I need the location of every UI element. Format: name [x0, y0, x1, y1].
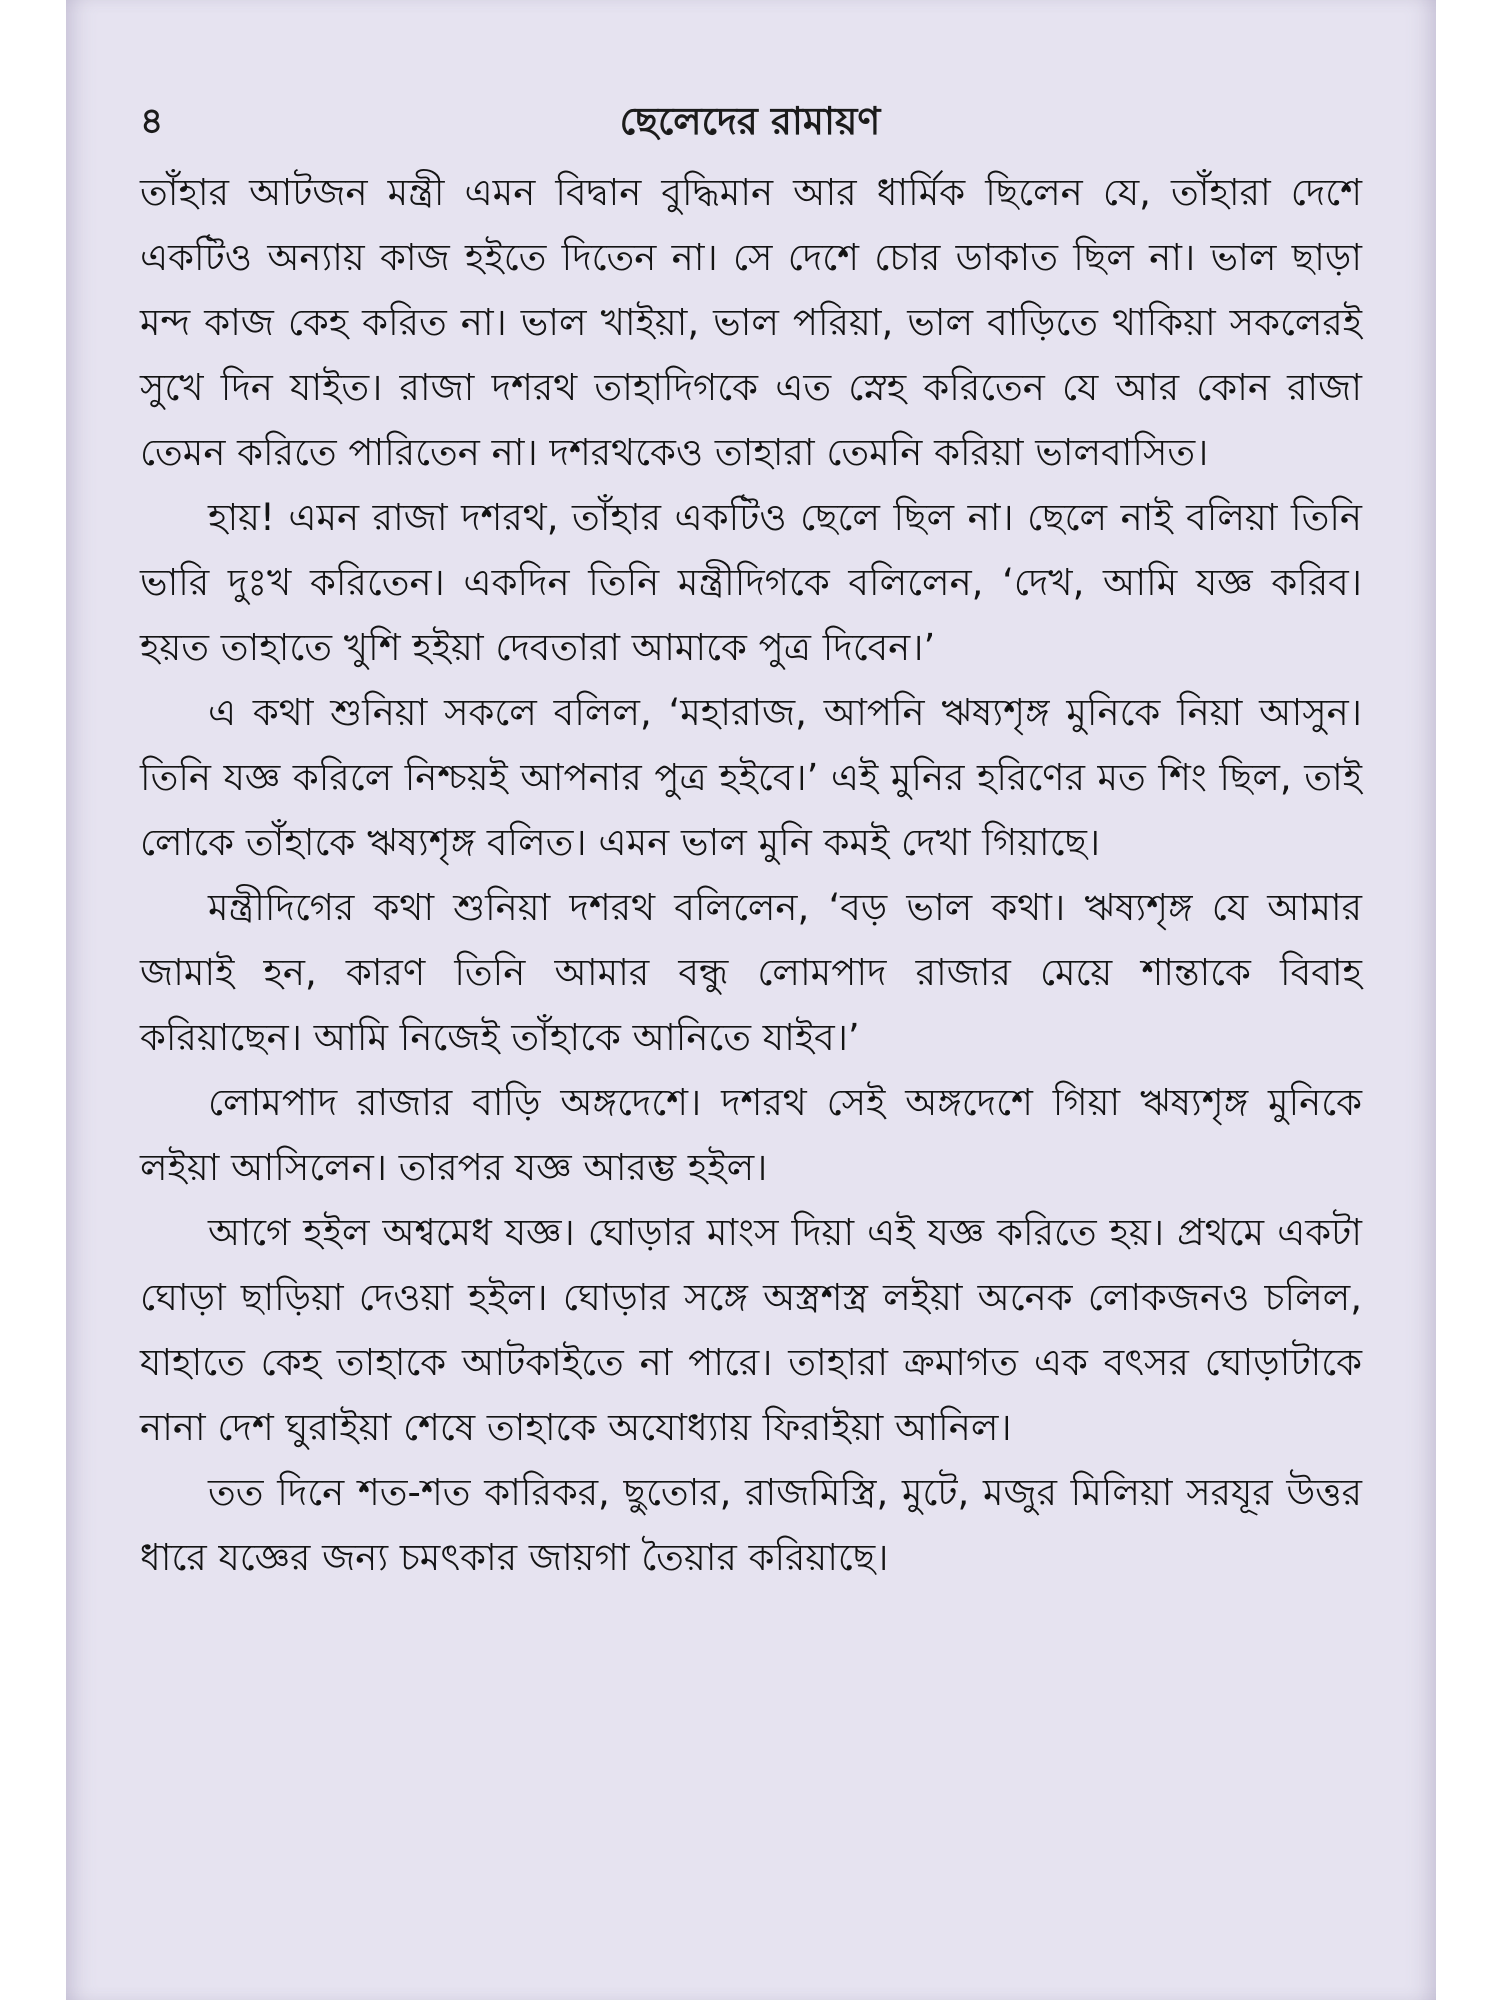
paragraph: লোমপাদ রাজার বাড়ি অঙ্গদেশে। দশরথ সেই অঙ্গদেশে গিয়া ঋষ্যশৃঙ্গ মুনিকে লইয়া আসিলেন। তারপর যজ্ঞ আরম্ভ হইল। — [140, 1081, 1362, 1189]
running-title: ছেলেদের রামায়ণ — [619, 98, 881, 143]
paragraph: মন্ত্রীদিগের কথা শুনিয়া দশরথ বলিলেন, ‘বড় ভাল কথা। ঋষ্যশৃঙ্গ যে আমার জামাই হন, কারণ তিনি আমার বন্ধু লোমপাদ রাজার মেয়ে শান্তাকে বিবাহ করিয়াছেন। আমি নিজেই তাঁহাকে আনিতে যাইব।’ — [140, 886, 1362, 1059]
paragraph: তাঁহার আটজন মন্ত্রী এমন বিদ্বান বুদ্ধিমান আর ধার্মিক ছিলেন যে, তাঁহারা দেশে একটিও অন্যায় কাজ হইতে দিতেন না। সে দেশে চোর ডাকাত ছিল না। ভাল ছাড়া মন্দ কাজ কেহ করিত না। ভাল খাইয়া, ভাল পরিয়া, ভাল বাড়িতে থাকিয়া সকলেরই সুখে দিন যাইত। রাজা দশরথ তাহাদিগকে এত স্নেহ করিতেন যে আর কোন রাজা তেমন করিতে পারিতেন না। দশরথকেও তাহারা তেমনি করিয়া ভালবাসিত। — [140, 171, 1362, 474]
page-number: ৪ — [140, 100, 164, 142]
paragraph: হায়! এমন রাজা দশরথ, তাঁহার একটিও ছেলে ছিল না। ছেলে নাই বলিয়া তিনি ভারি দুঃখ করিতেন। একদিন তিনি মন্ত্রীদিগকে বলিলেন, ‘দেখ, আমি যজ্ঞ করিব। হয়ত তাহাতে খুশি হইয়া দেবতারা আমাকে পুত্র দিবেন।’ — [140, 496, 1362, 669]
paragraph: তত দিনে শত-শত কারিকর, ছুতোর, রাজমিস্ত্রি, মুটে, মজুর মিলিয়া সরযূর উত্তর ধারে যজ্ঞের জন্য চমৎকার জায়গা তৈয়ার করিয়াছে। — [140, 1471, 1362, 1579]
paragraph: আগে হইল অশ্বমেধ যজ্ঞ। ঘোড়ার মাংস দিয়া এই যজ্ঞ করিতে হয়। প্রথমে একটা ঘোড়া ছাড়িয়া দেওয়া হইল। ঘোড়ার সঙ্গে অস্ত্রশস্ত্র লইয়া অনেক লোকজনও চলিল, যাহাতে কেহ তাহাকে আটকাইতে না পারে। তাহারা ক্রমাগত এক বৎসর ঘোড়াটাকে নানা দেশ ঘুরাইয়া শেষে তাহাকে অযোধ্যায় ফিরাইয়া আনিল। — [140, 1211, 1362, 1449]
paragraph: এ কথা শুনিয়া সকলে বলিল, ‘মহারাজ, আপনি ঋষ্যশৃঙ্গ মুনিকে নিয়া আসুন। তিনি যজ্ঞ করিলে নিশ্চয়ই আপনার পুত্র হইবে।’ এই মুনির হরিণের মত শিং ছিল, তাই লোকে তাঁহাকে ঋষ্যশৃঙ্গ বলিত। এমন ভাল মুনি কমই দেখা গিয়াছে। — [140, 691, 1362, 864]
page-header — [140, 92, 1360, 144]
body-text — [140, 160, 1362, 1590]
